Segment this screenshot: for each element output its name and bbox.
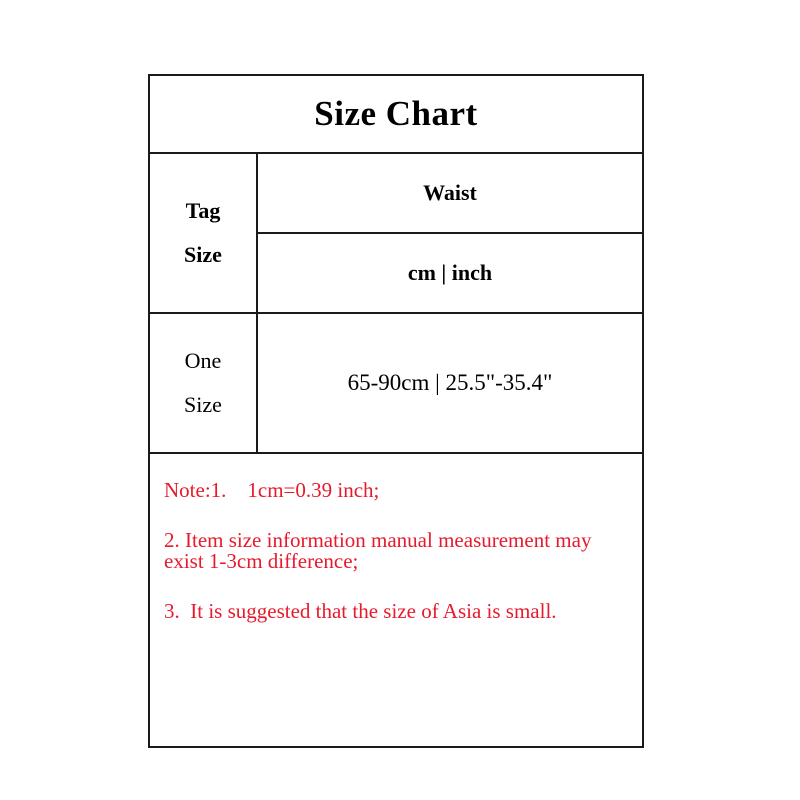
table-row	[150, 314, 642, 454]
tag-size-label-line2: Size	[184, 242, 222, 267]
note-line-2: 2. Item size information manual measurement may exist 1-3cm difference;	[164, 528, 592, 573]
page-title: Size Chart	[314, 94, 478, 133]
tag-size-label-line1: Tag	[185, 198, 221, 223]
header-units-label: cm | inch	[407, 260, 493, 285]
note-line-1: Note:1. 1cm=0.39 inch;	[164, 478, 380, 502]
header-measure-label: Waist	[258, 154, 642, 234]
notes-section	[150, 454, 642, 622]
row-tag-size	[150, 314, 258, 452]
row-tag-size-line2: Size	[184, 392, 222, 417]
header-cell-measurement	[258, 154, 642, 312]
row-waist-value: 65-90cm | 25.5"-35.4"	[347, 370, 553, 395]
table-header-row	[150, 154, 642, 314]
row-tag-size-line1: One	[184, 348, 222, 373]
note-line-3: 3. It is suggested that the size of Asia is small.	[164, 599, 557, 623]
size-chart-table	[148, 74, 644, 748]
chart-title-row	[150, 76, 642, 154]
header-cell-tag-size	[150, 154, 258, 312]
